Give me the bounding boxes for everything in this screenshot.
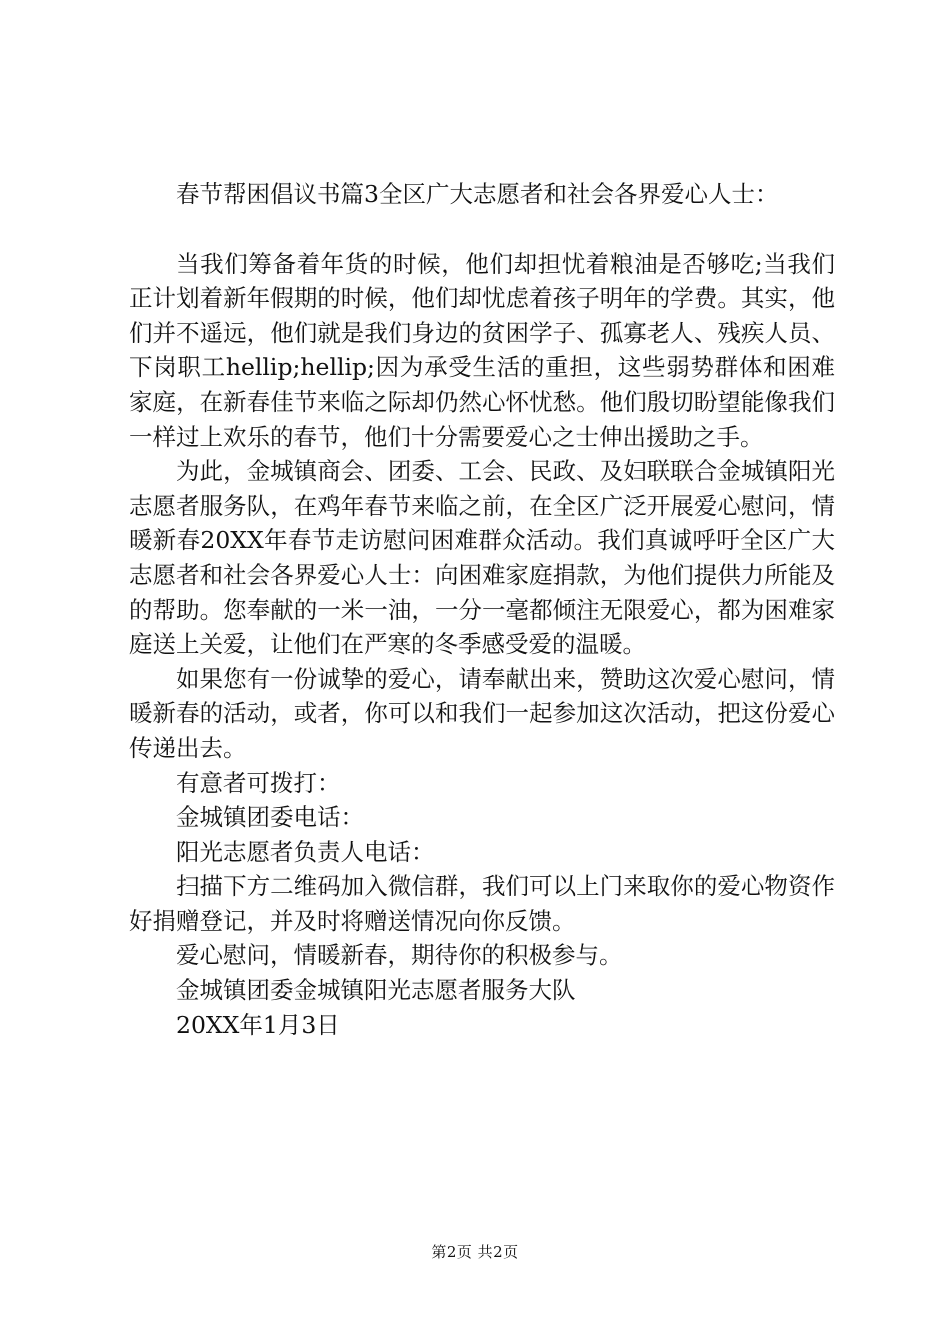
signature-organization: 金城镇团委金城镇阳光志愿者服务大队 — [176, 976, 576, 1005]
document-body — [129, 177, 835, 1042]
paragraph-closing: 爱心慰问，情暖新春，期待你的积极参与。 — [176, 941, 623, 970]
page-number: 第2页 共2页 — [431, 1243, 519, 1261]
contact-heading: 有意者可拨打： — [176, 768, 341, 797]
document-title: 春节帮困倡议书篇3全区广大志愿者和社会各界爱心人士： — [176, 180, 779, 208]
contact-volunteer-phone: 阳光志愿者负责人电话： — [176, 837, 435, 866]
paragraph-initiative: 为此，金城镇商会、团委、工会、民政、及妇联联合金城镇阳光志愿者服务队，在鸡年春节来临之前，在全区广泛开展爱心慰问，情暖新春20XX年春节走访慰问困难群众活动。我们真诚呼吁全区广大志愿者和社会各界爱心人士：向困难家庭捐款，为他们提供力所能及的帮助。您奉献的一米一油，一分一毫都倾注无限爱心，都为困难家庭送上关爱，让他们在严寒的冬季感受爱的温暖。 — [129, 457, 835, 659]
contact-youth-league-phone: 金城镇团委电话： — [176, 803, 364, 832]
paragraph-qr-instructions: 扫描下方二维码加入微信群，我们可以上门来取你的爱心物资作好捐赠登记，并及时将赠送情况向你反馈。 — [129, 872, 835, 935]
paragraph-appeal: 如果您有一份诚挚的爱心，请奉献出来，赞助这次爱心慰问，情暖新春的活动，或者，你可以和我们一起参加这次活动，把这份爱心传递出去。 — [129, 664, 835, 762]
paragraph-intro: 当我们筹备着年货的时候，他们却担忧着粮油是否够吃;当我们正计划着新年假期的时候，他们却忧虑着孩子明年的学费。其实，他们并不遥远，他们就是我们身边的贫困学子、孤寡老人、残疾人员、下岗职工hellip;hellip;因为承受生活的重担，这些弱势群体和困难家庭，在新春佳节来临之际却仍然心怀忧愁。他们殷切盼望能像我们一样过上欢乐的春节，他们十分需要爱心之士伸出援助之手。 — [129, 249, 835, 451]
signature-date: 20XX年1月3日 — [176, 1010, 340, 1039]
